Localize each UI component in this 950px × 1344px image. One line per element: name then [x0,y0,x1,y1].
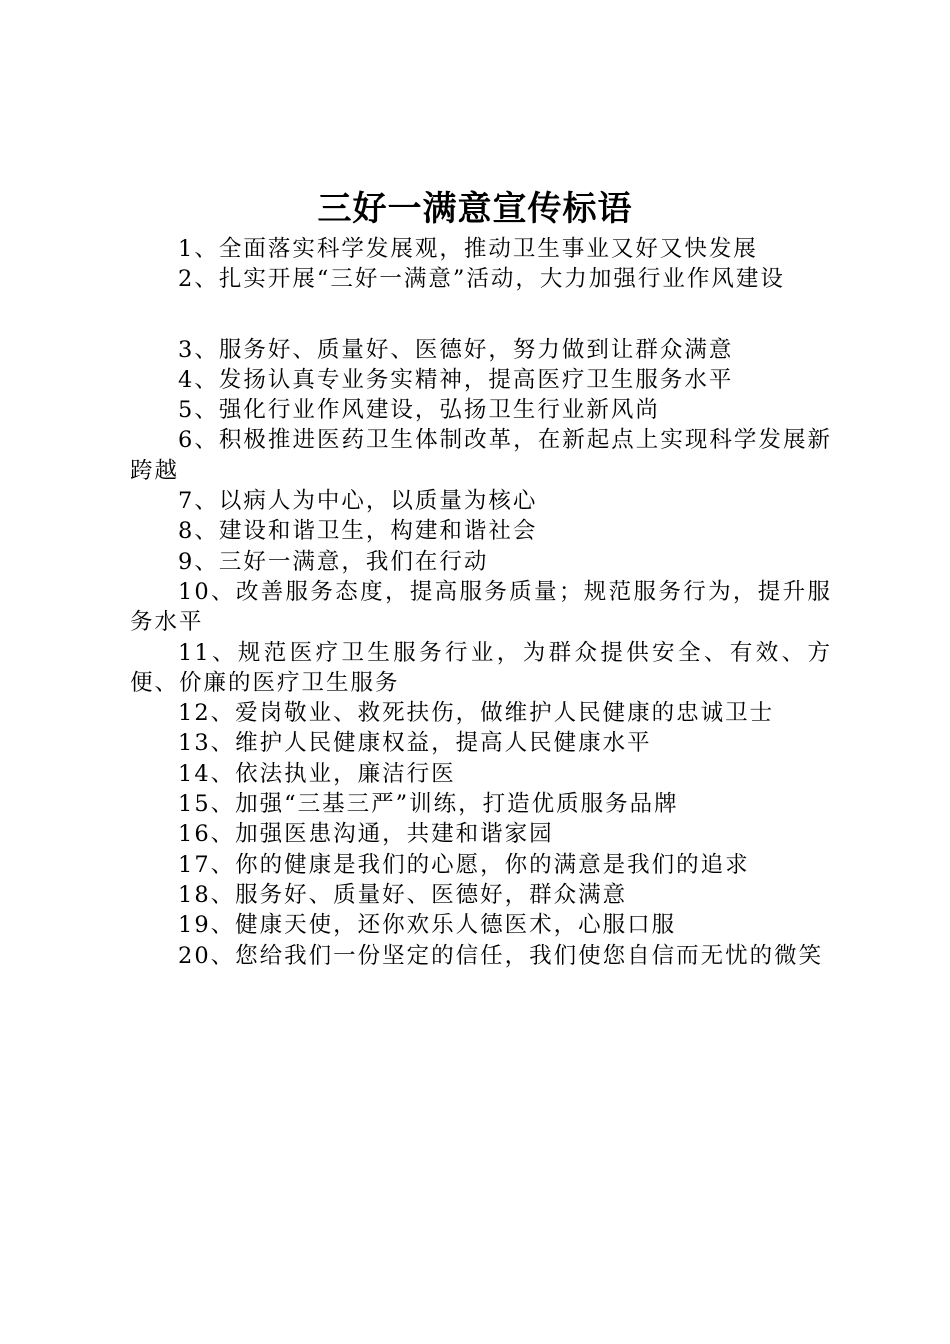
slogan-item-1: 1、全面落实科学发展观，推动卫生事业又好又快发展 [178,236,758,262]
slogan-item-6: 6、积极推进医药卫生体制改革，在新起点上实现科学发展新跨越 [130,427,832,484]
slogan-item-11: 11、规范医疗卫生服务行业，为群众提供安全、有效、方便、价廉的医疗卫生服务 [130,639,832,696]
slogan-list [130,234,832,971]
slogan-item-4: 4、发扬认真专业务实精神，提高医疗卫生服务水平 [178,366,734,393]
slogan-item-12: 12、爱岗敬业、救死扶伤，做维护人民健康的忠诚卫士 [178,700,775,727]
slogan-item-3: 3、服务好、质量好、医德好，努力做到让群众满意 [178,336,734,363]
slogan-item-2: 2、扎实开展“三好一满意”活动，大力加强行业作风建设 [178,266,785,293]
slogan-item-18: 18、服务好、质量好、医德好，群众满意 [178,881,628,908]
slogan-item-17: 17、你的健康是我们的心愿，你的满意是我们的追求 [178,851,750,878]
slogan-item-10: 10、改善服务态度，提高服务质量；规范服务行为，提升服务水平 [130,578,832,636]
slogan-item-9: 9、三好一满意，我们在行动 [178,548,489,575]
document-title: 三好一满意宣传标语 [317,189,633,229]
slogan-item-13: 13、维护人民健康权益，提高人民健康水平 [178,730,652,757]
slogan-item-7: 7、以病人为中心，以质量为核心 [178,488,538,515]
slogan-item-14: 14、依法执业，廉洁行医 [178,760,456,787]
slogan-item-15: 15、加强“三基三严”训练，打造优质服务品牌 [178,791,679,818]
slogan-item-19: 19、健康天使，还你欢乐人德医术，心服口服 [178,912,677,939]
slogan-item-8: 8、建设和谐卫生，构建和谐社会 [178,518,538,545]
slogan-item-20: 20、您给我们一份坚定的信任，我们使您自信而无忧的微笑 [178,942,824,969]
slogan-item-16: 16、加强医患沟通，共建和谐家园 [178,821,554,848]
slogan-item-5: 5、强化行业作风建设，弘扬卫生行业新风尚 [178,397,660,424]
